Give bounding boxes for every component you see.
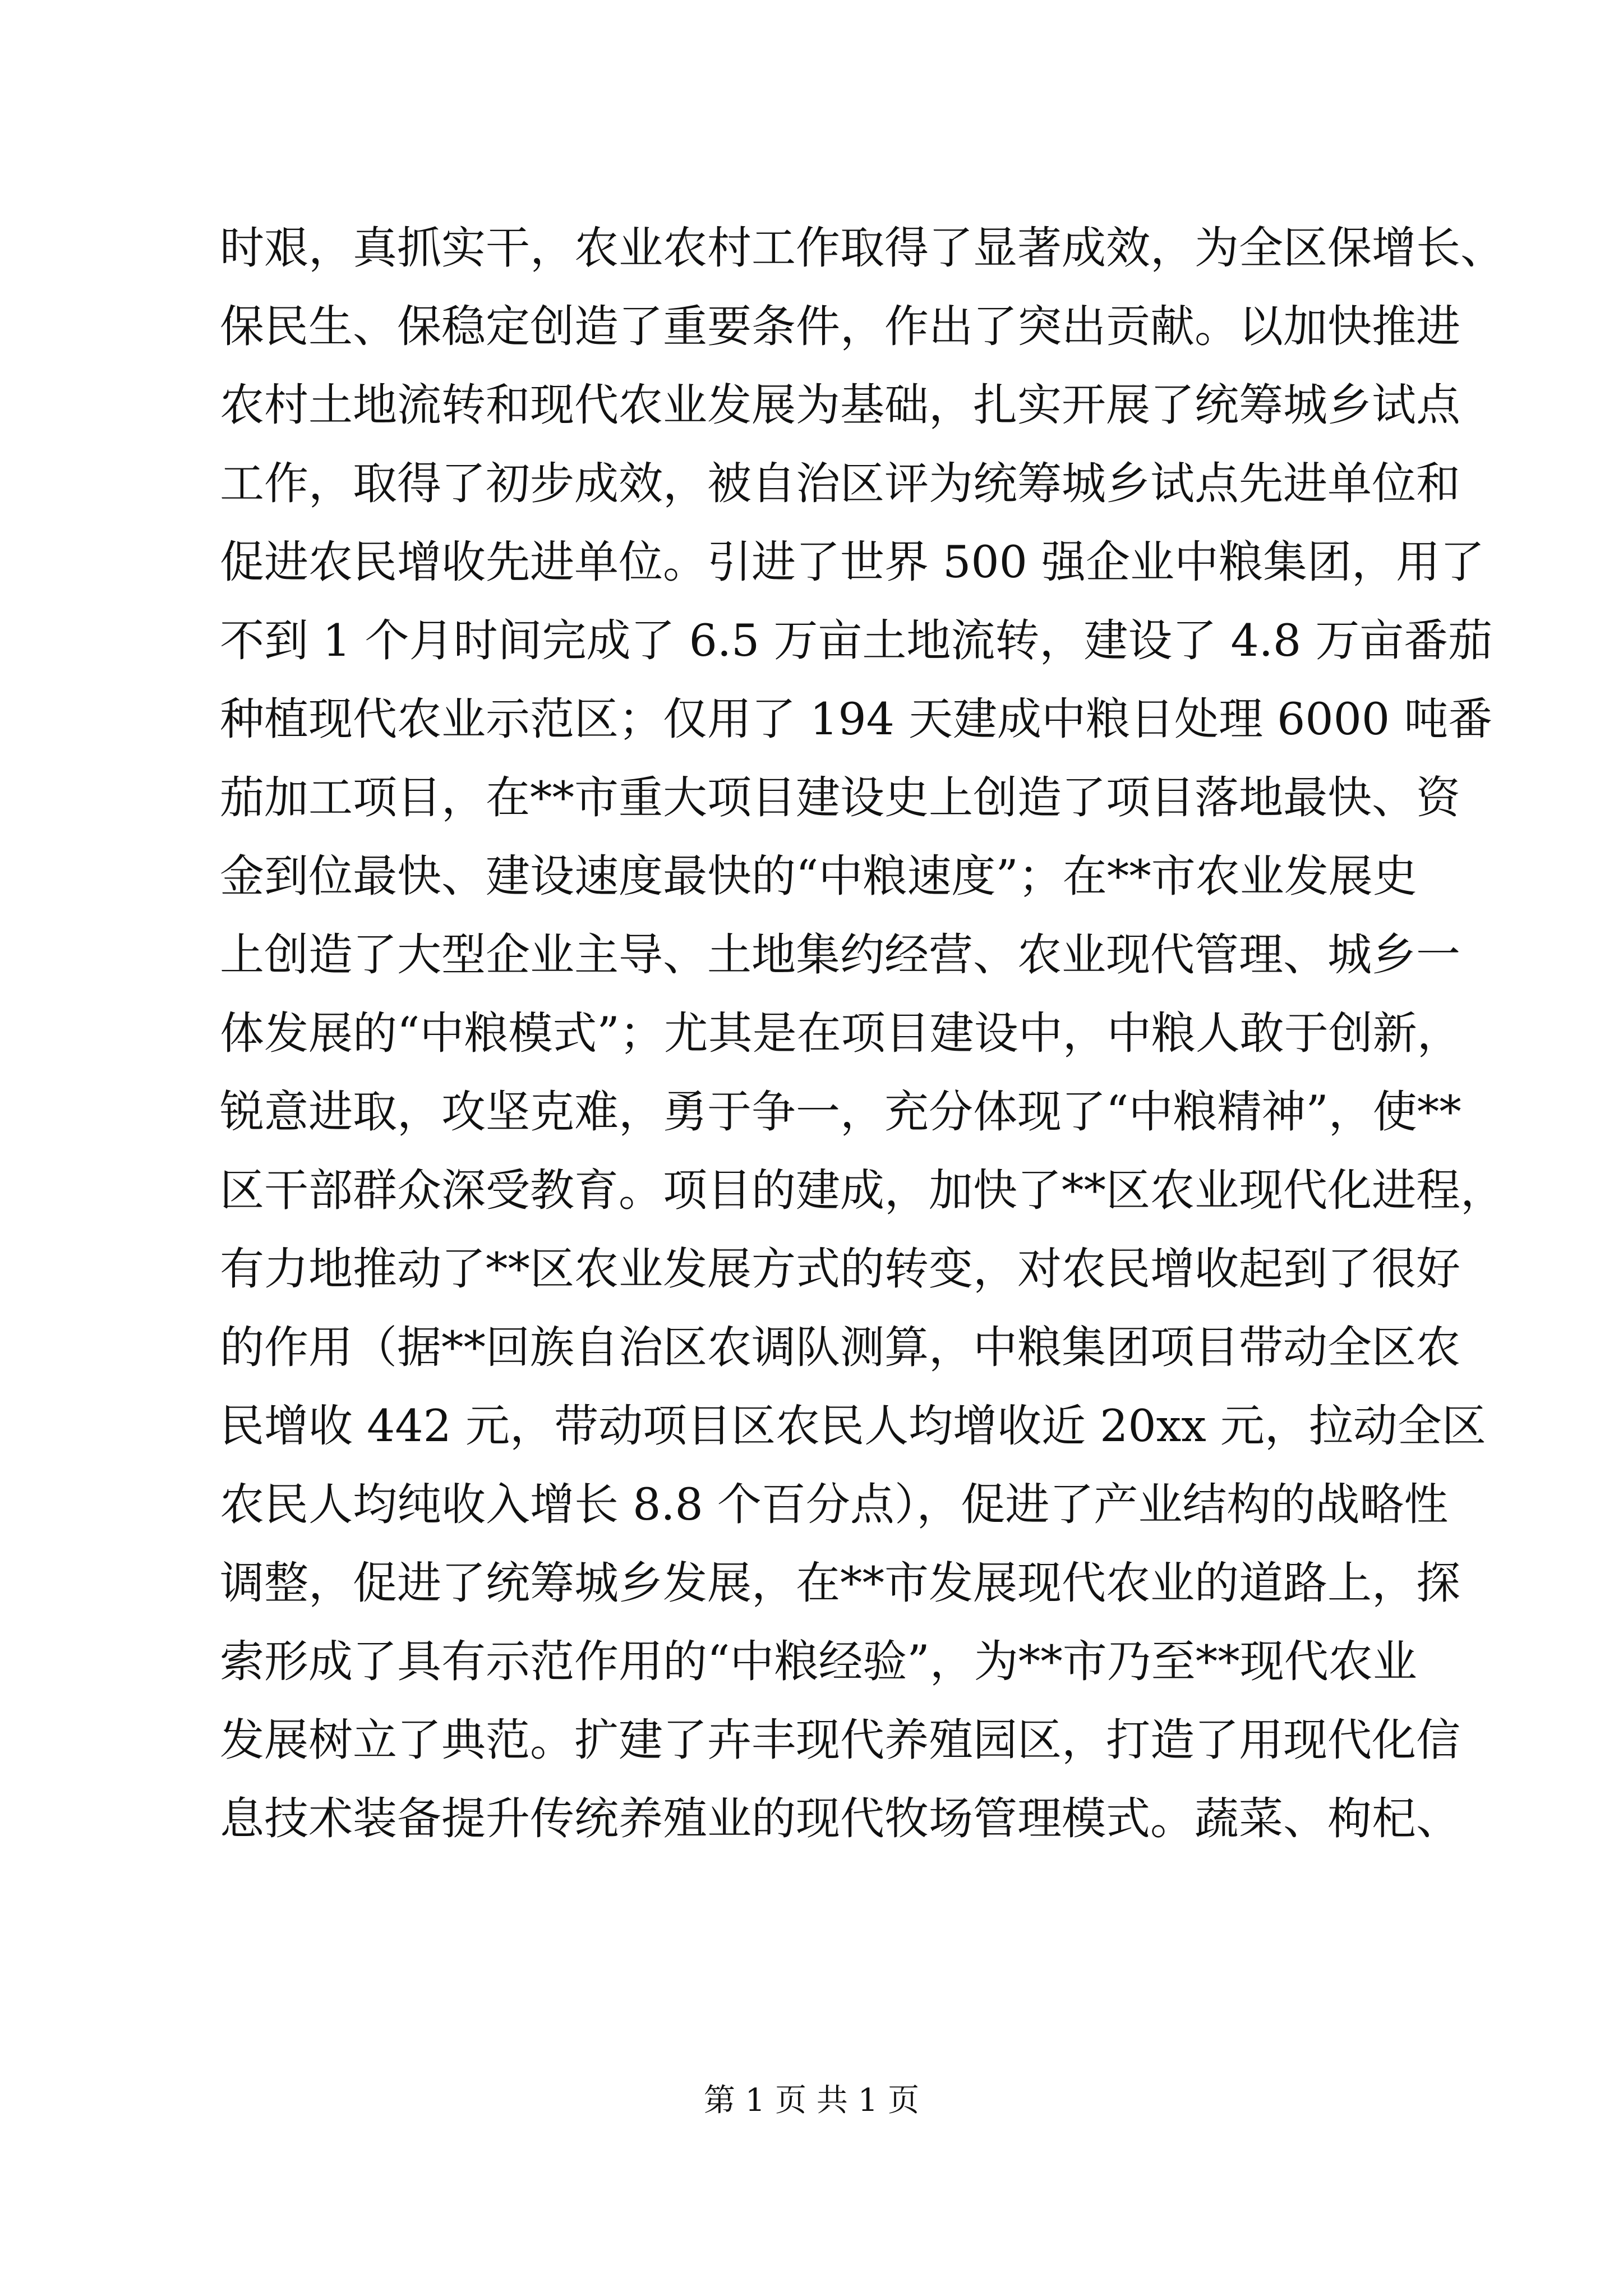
text-line: 农村土地流转和现代农业发展为基础，扎实开展了统筹城乡试点: [220, 379, 1460, 431]
text-line: 促进农民增收先进单位。引进了世界 500 强企业中粮集团，用了: [220, 536, 1485, 588]
text-line: 金到位最快、建设速度最快的“中粮速度”；在**市农业发展史: [220, 850, 1417, 902]
text-line: 有力地推动了**区农业发展方式的转变，对农民增收起到了很好: [220, 1243, 1460, 1295]
text-line: 体发展的“中粮模式”；尤其是在项目建设中，中粮人敢于创新，: [220, 1007, 1461, 1059]
text-line: 民增收 442 元，带动项目区农民人均增收近 20xx 元，拉动全区: [220, 1400, 1486, 1452]
text-line: 锐意进取，攻坚克难，勇于争一，充分体现了“中粮精神”，使**: [220, 1086, 1461, 1138]
text-line: 时艰，真抓实干，农业农村工作取得了显著成效，为全区保增长、: [220, 222, 1505, 274]
text-line: 的作用（据**回族自治区农调队测算，中粮集团项目带动全区农: [220, 1322, 1460, 1373]
text-line: 索形成了具有示范作用的“中粮经验”，为**市乃至**现代农业: [220, 1636, 1417, 1687]
text-line: 种植现代农业示范区；仅用了 194 天建成中粮日处理 6000 吨番: [220, 693, 1493, 745]
text-line: 不到 1 个月时间完成了 6.5 万亩土地流转，建设了 4.8 万亩番茄: [220, 615, 1493, 666]
text-line: 息技术装备提升传统养殖业的现代牧场管理模式。蔬菜、枸杞、: [220, 1793, 1460, 1844]
text-line: 调整，促进了统筹城乡发展，在**市发展现代农业的道路上，探: [220, 1557, 1460, 1609]
text-line: 工作，取得了初步成效，被自治区评为统筹城乡试点先进单位和: [220, 458, 1460, 509]
text-line: 茄加工项目，在**市重大项目建设史上创造了项目落地最快、资: [220, 772, 1460, 823]
body-text: [220, 209, 1505, 1858]
text-line: 发展树立了典范。扩建了卉丰现代养殖园区，打造了用现代化信: [220, 1714, 1460, 1766]
text-line: 区干部群众深受教育。项目的建成，加快了**区农业现代化进程，: [220, 1165, 1505, 1216]
text-line: 农民人均纯收入增长 8.8 个百分点），促进了产业结构的战略性: [220, 1479, 1449, 1530]
page-footer: 第 1 页 共 1 页: [703, 2082, 920, 2119]
text-line: 保民生、保稳定创造了重要条件，作出了突出贡献。以加快推进: [220, 301, 1460, 352]
text-line: 上创造了大型企业主导、土地集约经营、农业现代管理、城乡一: [220, 929, 1460, 981]
